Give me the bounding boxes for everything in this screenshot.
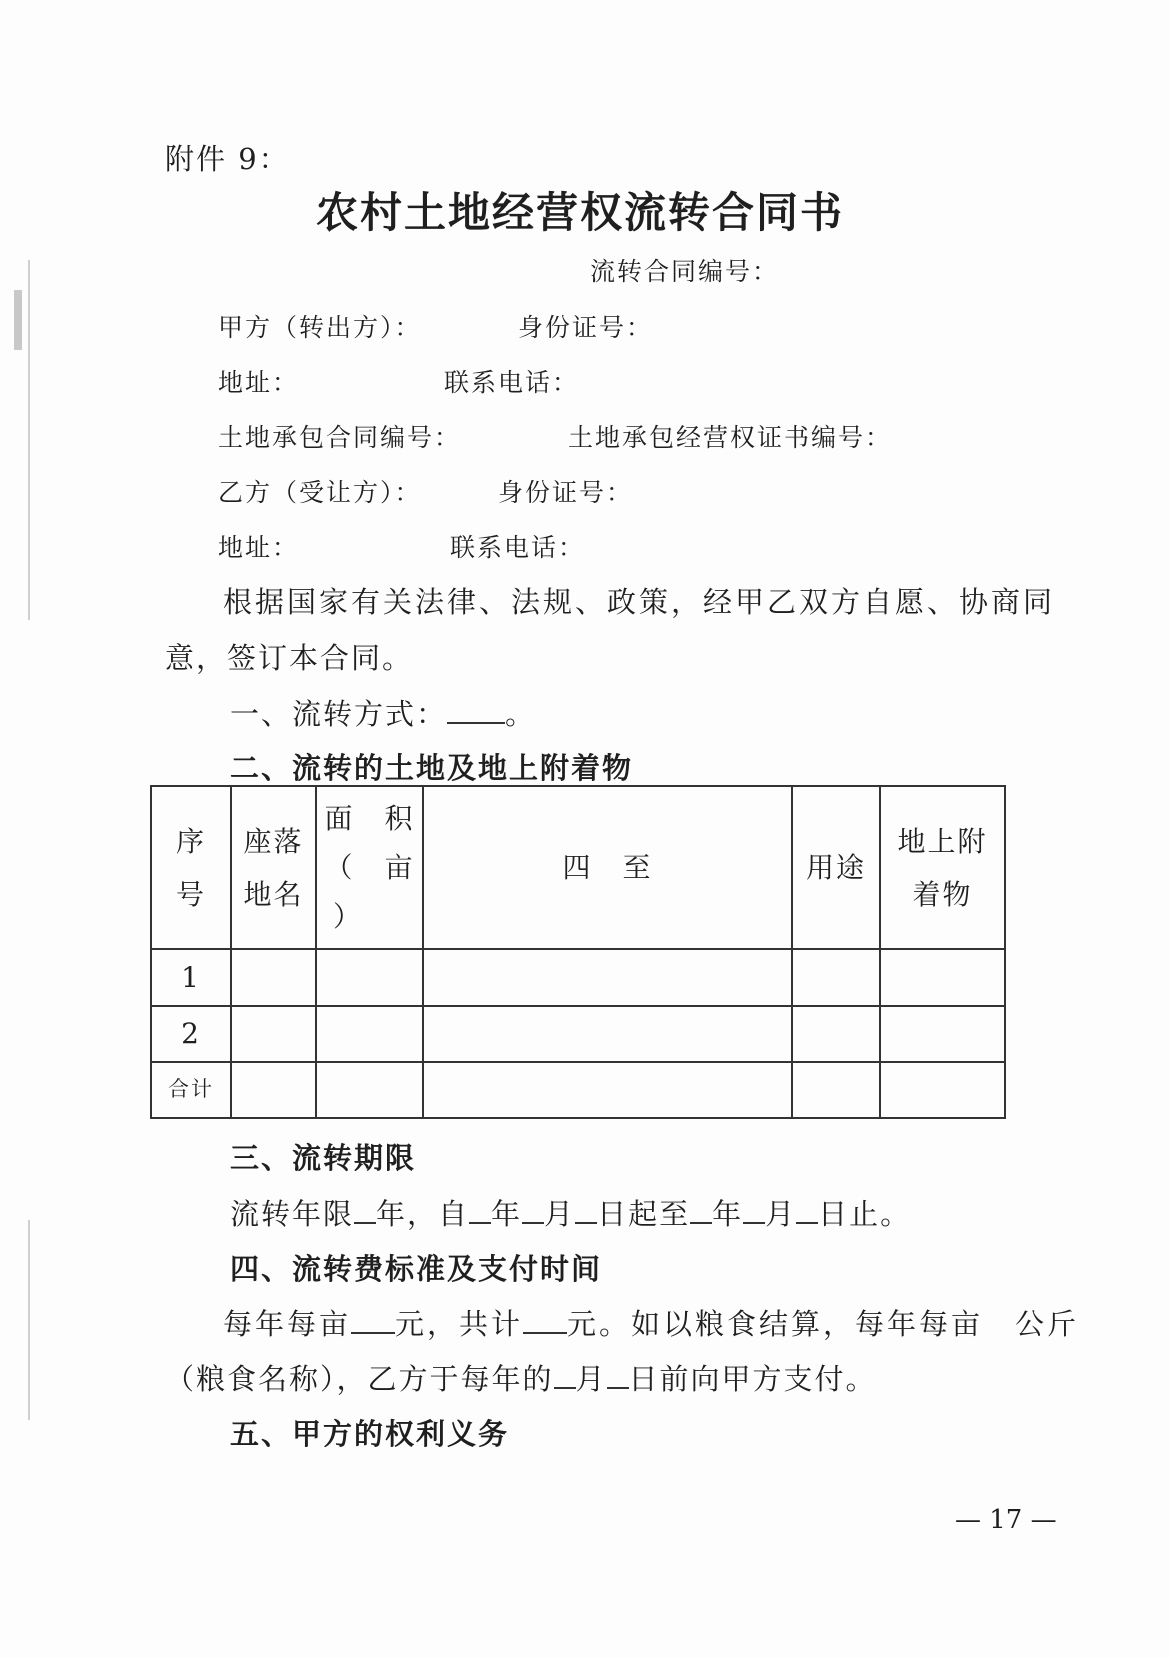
party-b-id-label: 身份证号：	[498, 478, 634, 507]
page-title: 农村土地经营权流转合同书	[316, 188, 845, 237]
land-table	[150, 785, 1006, 1119]
transfer-period-line: 流转年限 年，自 年 月 日起至 年 月 日止。	[230, 1192, 911, 1233]
party-b-label: 乙方（受让方）：	[218, 478, 422, 507]
page-number: — 17 —	[955, 1505, 1057, 1535]
intro-line-1: 根据国家有关法律、法规、政策，经甲乙双方自愿、协商同	[223, 585, 1056, 619]
contract-number-label: 流转合同编号：	[590, 257, 780, 286]
section-1-label: 一、流转方式：	[230, 697, 448, 731]
party-a-phone-label: 联系电话：	[444, 368, 580, 397]
row-seq: 2	[151, 1006, 231, 1062]
scan-edge-line	[28, 260, 30, 620]
table-total-row	[151, 1062, 1005, 1118]
total-label: 合计	[151, 1062, 231, 1118]
table-header-row	[151, 786, 1005, 949]
header-location: 座落 地名	[231, 786, 316, 949]
section-5-heading: 五、甲方的权利义务	[230, 1417, 510, 1451]
party-b-address-label: 地址：	[218, 533, 300, 562]
binding-clip-mark	[14, 290, 22, 350]
section-3-heading: 三、流转期限	[230, 1141, 417, 1175]
party-a-address-label: 地址：	[218, 368, 300, 397]
land-certificate-number-label: 土地承包经营权证书编号：	[568, 423, 893, 452]
intro-line-2: 意，签订本合同。	[165, 641, 414, 675]
header-area: 面 积 （ 亩 ）	[316, 786, 423, 949]
header-boundary: 四 至	[423, 786, 792, 949]
land-contract-number-label: 土地承包合同编号：	[218, 423, 462, 452]
section-1-suffix: 。	[505, 697, 537, 731]
party-a-id-label: 身份证号：	[518, 313, 654, 342]
party-a-label: 甲方（转出方）：	[218, 313, 422, 342]
section-2-heading: 二、流转的土地及地上附着物	[230, 751, 634, 785]
section-4-heading: 四、流转费标准及支付时间	[230, 1252, 603, 1286]
scan-edge-line-lower	[28, 1220, 30, 1420]
table-row	[151, 949, 1005, 1005]
header-seq: 序 号	[151, 786, 231, 949]
header-usage: 用途	[792, 786, 880, 949]
table-row	[151, 1006, 1005, 1062]
fee-line-2: （粮食名称），乙方于每年的 月 日前向甲方支付。	[165, 1357, 877, 1398]
row-seq: 1	[151, 949, 231, 1005]
party-b-phone-label: 联系电话：	[450, 533, 586, 562]
fee-line-1: 每年每亩 元，共计 元。如以粮食结算，每年每亩 公斤	[223, 1302, 1079, 1343]
section-1-transfer-method	[230, 692, 536, 733]
transfer-method-blank	[447, 693, 505, 724]
header-attachments: 地上附 着物	[880, 786, 1005, 949]
attachment-label: 附件 9：	[165, 142, 290, 176]
